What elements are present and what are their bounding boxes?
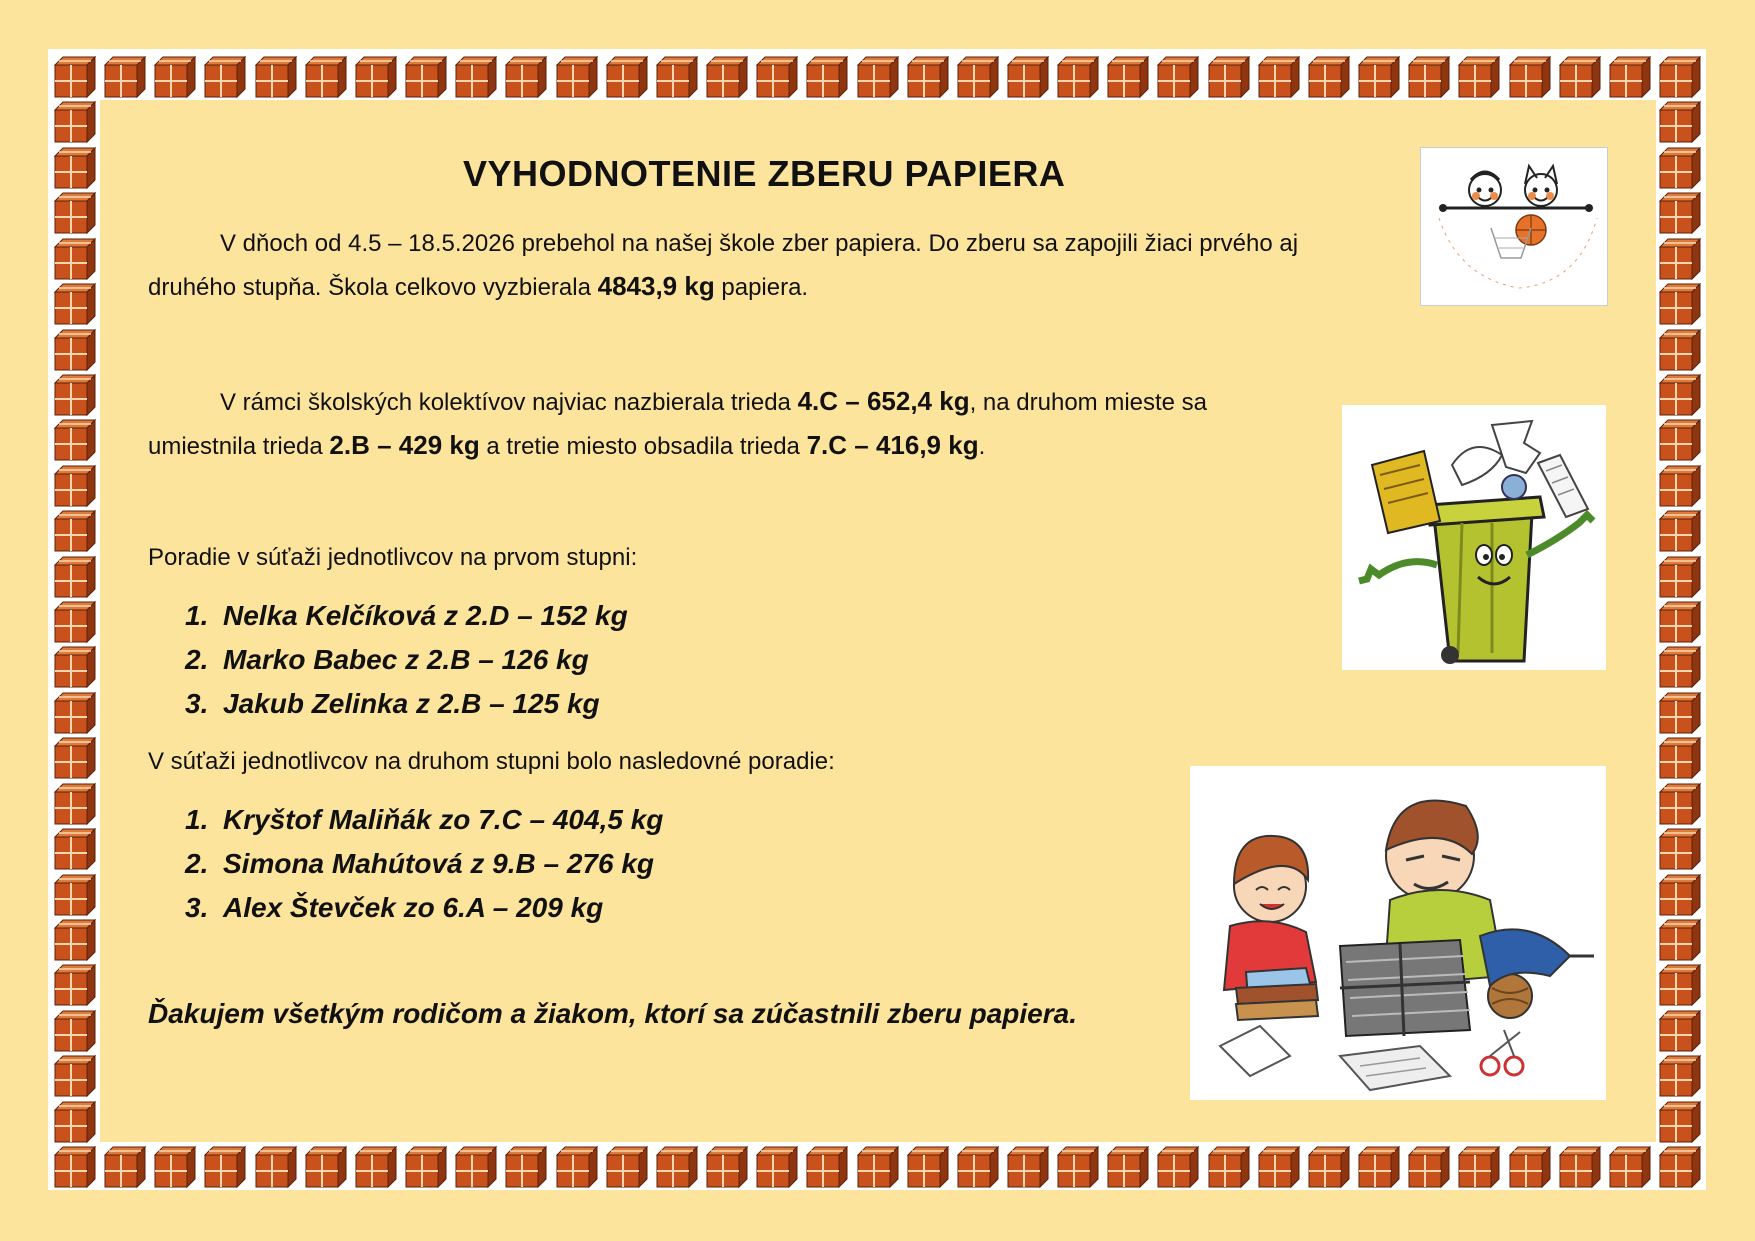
children-paper-icon <box>1190 766 1606 1100</box>
recycling-bin-icon <box>1342 405 1606 670</box>
page-title: VYHODNOTENIE ZBERU PAPIERA <box>463 153 1066 194</box>
list-item: 2. Marko Babec z 2.B – 126 kg <box>185 644 589 675</box>
classes-paragraph: V rámci školských kolektívov najviac nazbierala trieda 4.C – 652,4 kg, na druhom mieste sa umiestnila trieda 2.B – 429 kg a tretie miesto obsadila trieda 7.C – 416,9 kg. <box>148 386 1208 460</box>
list-item: 2. Simona Mahútová z 9.B – 276 kg <box>185 848 655 879</box>
recycling-bin-illustration <box>1342 405 1606 670</box>
intro-paragraph: V dňoch od 4.5 – 18.5.2026 prebehol na našej škole zber papiera. Do zberu sa zapojili žiaci prvého aj druhého stupňa. Škola celkovo vyzbierala 4843,9 kg papiera. <box>148 230 1299 301</box>
list-item: 3. Alex Števček zo 6.A – 209 kg <box>185 892 604 923</box>
class-third: 7.C – 416,9 kg <box>806 430 979 460</box>
class-first: 4.C – 652,4 kg <box>797 386 970 416</box>
list-item: 1. Nelka Kelčíková z 2.D – 152 kg <box>185 600 628 631</box>
children-paper-illustration <box>1190 766 1606 1100</box>
school-logo-icon <box>1421 148 1607 305</box>
class-second: 2.B – 429 kg <box>329 430 480 460</box>
list-item: 3. Jakub Zelinka z 2.B – 125 kg <box>185 688 600 719</box>
second-stage-heading: V súťaži jednotlivcov na druhom stupni bolo nasledovné poradie: <box>148 748 835 775</box>
first-stage-ranking <box>185 594 628 726</box>
thanks-message: Ďakujem všetkým rodičom a žiakom, ktorí sa zúčastnili zberu papiera. <box>148 998 1078 1029</box>
total-amount: 4843,9 kg <box>597 271 715 301</box>
list-item: 1. Kryštof Maliňák zo 7.C – 404,5 kg <box>185 804 664 835</box>
first-stage-heading: Poradie v súťaži jednotlivcov na prvom stupni: <box>148 544 638 571</box>
school-logo <box>1420 147 1608 306</box>
second-stage-ranking <box>185 798 663 930</box>
